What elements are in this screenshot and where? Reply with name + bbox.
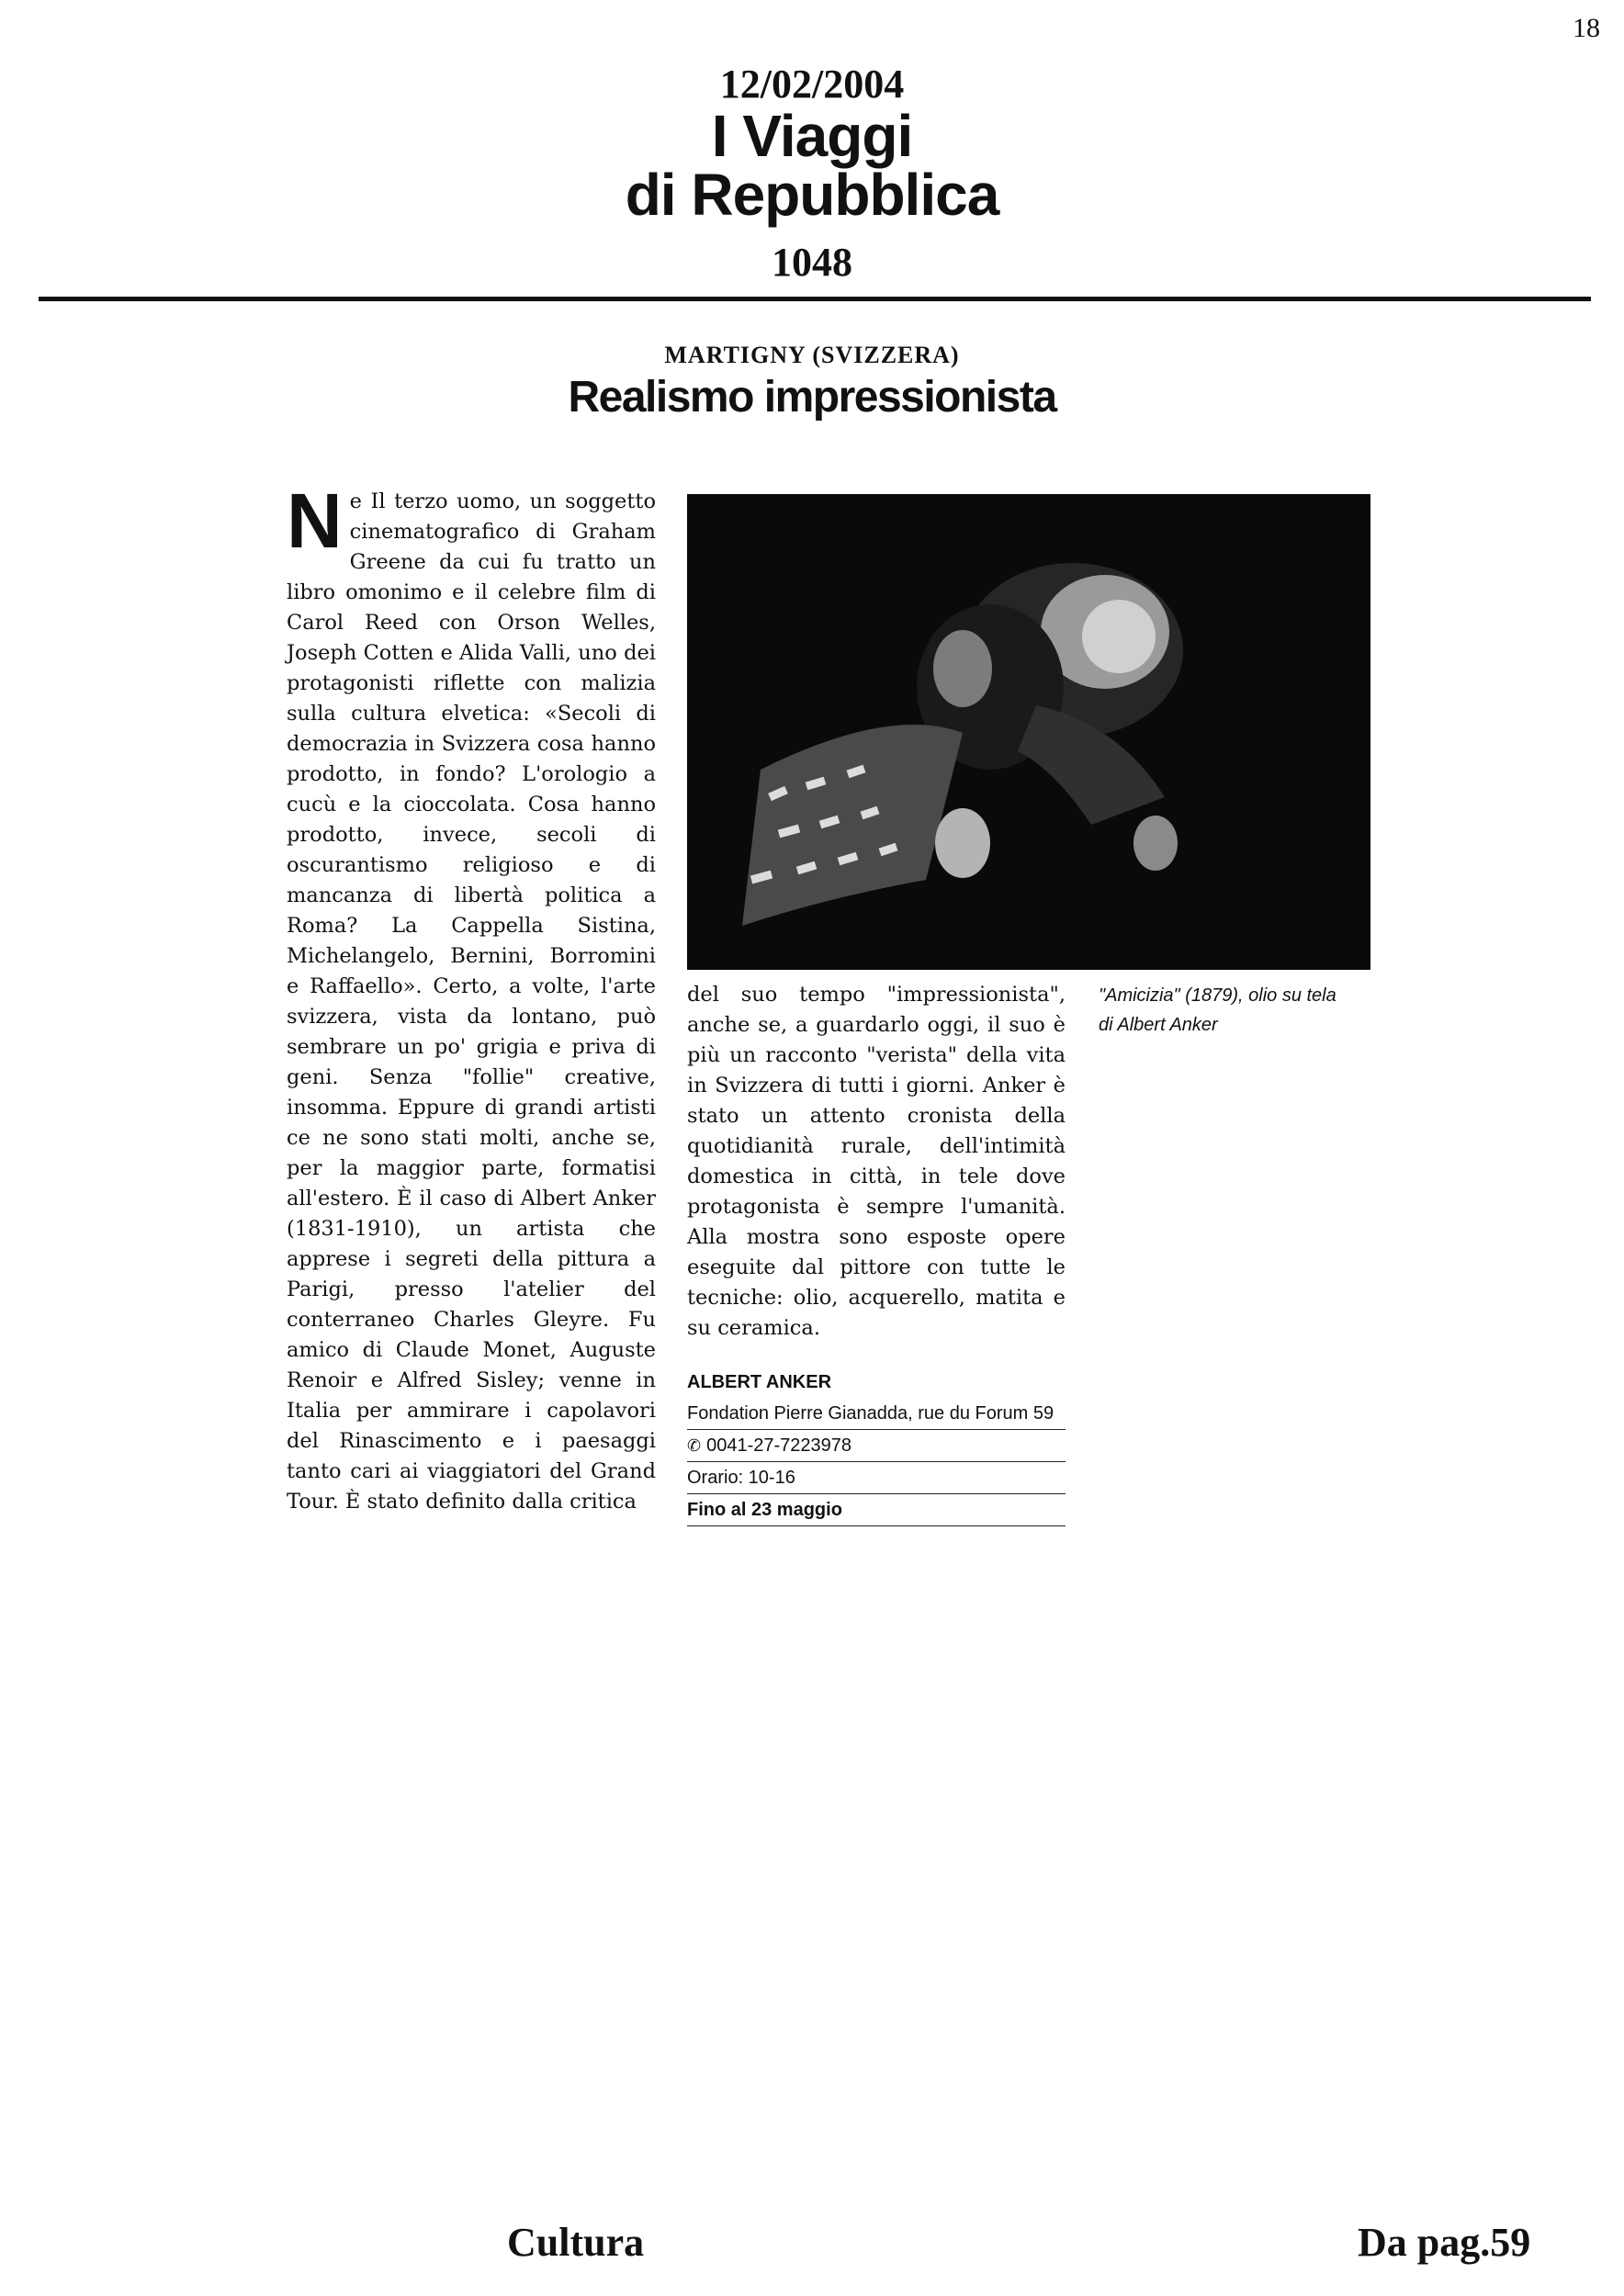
phone-icon: ✆ [687,1436,702,1455]
exhibition-phone: 0041-27-7223978 [706,1435,852,1456]
exhibition-phone-row [687,1430,1066,1462]
exhibition-title: ALBERT ANKER [687,1372,832,1392]
publication-date: 12/02/2004 [719,62,905,107]
painting-reproduction [687,494,1370,970]
article-headline: Realismo impressionista [568,373,1056,422]
article-body-col1: e Il terzo uomo, un soggetto cinematografico di Graham Greene da cui fu tratto un libro omonimo e il celebre film di Carol Reed con Orson Welles, Joseph Cotten e Alida Valli, uno dei protagonisti riflette con malizia sulla cultura elvetica: «Secoli di democrazia in Svizzera cosa hanno prodotto, in fondo? L'orologio a cucù e la cioccolata. Cosa hanno prodotto, invece, secoli di oscurantismo religioso e di mancanza di libertà politica a Roma? La Cappella Sistina, Michelangelo, Bernini, Borromini e Raffaello». Certo, a volte, l'arte svizzera, vista da lontano, può sembrare un po' grigia e priva di geni. Senza "follie" creative, insomma. Eppure di grandi artisti ce ne sono stati molti, anche se, per la maggior parte, formatisi all'estero. È il caso di Albert Anker (1831-1910), un artista che apprese i segreti della pittura a Parigi, presso l'atelier del conterraneo Charles Gleyre. Fu amico di Claude Monet, Auguste Renoir e Alfred Sisley; venne in Italia per ammirare i capolavori del Rinascimento e i paesaggi tanto cari ai viaggiatori del Grand Tour. È stato definito dalla critica [287,490,656,1514]
photo-caption [1099,981,1374,1040]
drop-cap: N [287,478,343,564]
header-divider [39,297,1591,301]
article-kicker: MARTIGNY (SVIZZERA) [664,342,960,368]
article-column-1 [287,478,656,1517]
caption-line-2: di Albert Anker [1099,1015,1218,1035]
exhibition-info-box [687,1367,1066,1526]
exhibition-end-date: Fino al 23 maggio [687,1494,1066,1526]
footer-section: Cultura [507,2220,645,2265]
caption-line-1: "Amicizia" (1879), olio su tela [1099,985,1336,1006]
footer-source: Da pag.59 [1358,2220,1531,2265]
page-number: 18 [1573,13,1600,43]
publication-title-line1: I Viaggi [711,103,913,169]
exhibition-hours: Orario: 10-16 [687,1462,1066,1494]
artwork-photo [687,494,1370,970]
article-column-2 [687,980,1066,1344]
article-body-col2: del suo tempo "impressionista", anche se, a guardarlo oggi, il suo è più un racconto "verista" della vita in Svizzera di tutti i giorni. Anker è stato un attento cronista della quotidianità rurale, dell'intimità domestica in città, in tele dove protagonista è sempre l'umanità. Alla mostra sono esposte opere eseguite dal pittore con tutte le tecniche: olio, acquerello, matita e su ceramica. [687,983,1066,1340]
exhibition-venue: Fondation Pierre Gianadda, rue du Forum 59 [687,1398,1066,1430]
publication-title-line2: di Repubblica [625,162,999,228]
masthead [0,62,1624,285]
issue-number: 1048 [772,240,852,285]
